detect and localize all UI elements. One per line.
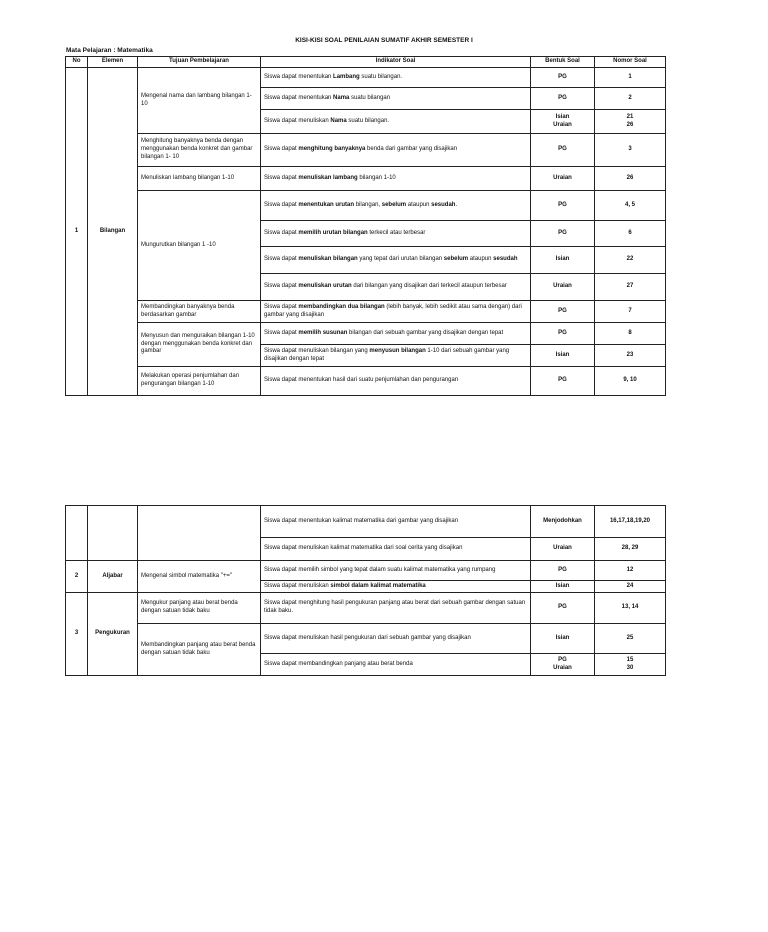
nomor-cell: 9, 10: [595, 367, 666, 396]
document-title: KISI-KISI SOAL PENILAIAN SUMATIF AKHIR SEMESTER I: [295, 37, 473, 44]
indikator-cell: Siswa dapat menentukan Lambang suatu bilangan.: [261, 68, 531, 88]
nomor-cell: 15 30: [595, 654, 666, 676]
tujuan-cell: Mengukur panjang atau berat benda dengan satuan tidak baku: [138, 593, 261, 624]
nomor-cell: 7: [595, 301, 666, 323]
indikator-cell: Siswa dapat memilih urutan bilangan terkecil atau terbesar: [261, 221, 531, 247]
nomor-cell: 1: [595, 68, 666, 88]
indikator-cell: Siswa dapat menuliskan lambang bilangan 1-10: [261, 167, 531, 191]
table-row: [66, 506, 666, 538]
table-row: [66, 68, 666, 88]
bentuk-cell: Isian: [531, 624, 595, 654]
indikator-cell: Siswa dapat menuliskan urutan dari bilangan yang disajikan dari terkecil ataupun terbesar: [261, 274, 531, 301]
bentuk-cell: PG: [531, 561, 595, 581]
table-row: [66, 561, 666, 581]
header-elemen: Elemen: [88, 57, 138, 68]
nomor-cell: 12: [595, 561, 666, 581]
section-elemen: Bilangan: [88, 68, 138, 396]
header-indikator: Indikator Soal: [261, 57, 531, 68]
nomor-cell: 24: [595, 581, 666, 593]
section-elemen: Aljabar: [88, 561, 138, 593]
tujuan-cell: Membandingkan banyaknya benda berdasarkan gambar: [138, 301, 261, 323]
bentuk-cell: Isian: [531, 247, 595, 274]
bentuk-cell: Isian: [531, 581, 595, 593]
nomor-cell: 4, 5: [595, 191, 666, 221]
empty-cell: [138, 506, 261, 561]
tujuan-cell: Membandingkan panjang atau berat benda dengan satuan tidak baku: [138, 624, 261, 676]
tujuan-cell: Menghitung banyaknya benda dengan menggunakan benda konkret dan gambar bilangan 1- 10: [138, 134, 261, 167]
indikator-cell: Siswa dapat menentukan hasil dari suatu penjumlahan dan pengurangan: [261, 367, 531, 396]
table-row: [66, 624, 666, 654]
tujuan-cell: Menuliskan lambang bilangan 1-10: [138, 167, 261, 191]
section-no: 1: [66, 68, 88, 396]
table-row: [66, 191, 666, 221]
indikator-cell: Siswa dapat menuliskan bilangan yang menyusun bilangan 1-10 dari sebuah gambar yang disajikan dengan tepat: [261, 345, 531, 367]
grid-table-2: [65, 505, 666, 676]
indikator-cell: Siswa dapat menuliskan bilangan yang tepat dari urutan bilangan sebelum ataupun sesudah: [261, 247, 531, 274]
nomor-cell: 3: [595, 134, 666, 167]
bentuk-cell: PG: [531, 593, 595, 624]
bentuk-cell: PG: [531, 134, 595, 167]
nomor-cell: 28, 29: [595, 538, 666, 561]
bentuk-cell: Uraian: [531, 274, 595, 301]
indikator-cell: Siswa dapat menuliskan hasil pengukuran dari sebuah gambar yang disajikan: [261, 624, 531, 654]
indikator-cell: Siswa dapat menuliskan Nama suatu bilangan.: [261, 110, 531, 134]
header-no: No: [66, 57, 88, 68]
nomor-cell: 8: [595, 323, 666, 345]
nomor-cell: 6: [595, 221, 666, 247]
tujuan-cell: Mengenal simbol matematika "+=": [138, 561, 261, 593]
bentuk-cell: PG: [531, 221, 595, 247]
bentuk-cell: PG: [531, 88, 595, 110]
bentuk-cell: PG: [531, 323, 595, 345]
tujuan-cell: Melakukan operasi penjumlahan dan pengurangan bilangan 1-10: [138, 367, 261, 396]
nomor-cell: 27: [595, 274, 666, 301]
indikator-cell: Siswa dapat menuliskan simbol dalam kalimat matematika: [261, 581, 531, 593]
indikator-cell: Siswa dapat menghitung banyaknya benda dari gambar yang disajikan: [261, 134, 531, 167]
table-row: [66, 134, 666, 167]
bentuk-cell: Isian: [531, 345, 595, 367]
bentuk-cell: Uraian: [531, 167, 595, 191]
nomor-cell: 2: [595, 88, 666, 110]
nomor-cell: 16,17,18,19,20: [595, 506, 666, 538]
bentuk-cell: PG: [531, 367, 595, 396]
indikator-cell: Siswa dapat menentukan Nama suatu bilangan: [261, 88, 531, 110]
nomor-cell: 25: [595, 624, 666, 654]
grid-table-1: [65, 56, 666, 396]
table-row: [66, 593, 666, 624]
bentuk-cell: Menjodohkan: [531, 506, 595, 538]
header-tujuan: Tujuan Pembelajaran: [138, 57, 261, 68]
table-row: [66, 323, 666, 345]
section-no: 2: [66, 561, 88, 593]
indikator-cell: Siswa dapat membandingkan dua bilangan (lebih banyak, lebih sedikit atau sama dengan) dari gambar yang disajikan: [261, 301, 531, 323]
indikator-cell: Siswa dapat memilih susunan bilangan dari sebuah gambar yang disajikan dengan tepat: [261, 323, 531, 345]
table-row: [66, 301, 666, 323]
indikator-cell: Siswa dapat memilih simbol yang tepat dalam suatu kalimat matematika yang rumpang: [261, 561, 531, 581]
section-no: 3: [66, 593, 88, 676]
table-row: [66, 367, 666, 396]
nomor-cell: 21 26: [595, 110, 666, 134]
bentuk-cell: Isian Uraian: [531, 110, 595, 134]
nomor-cell: 22: [595, 247, 666, 274]
indikator-cell: Siswa dapat menentukan urutan bilangan, sebelum ataupun sesudah.: [261, 191, 531, 221]
bentuk-cell: PG: [531, 301, 595, 323]
nomor-cell: 23: [595, 345, 666, 367]
table-row: [66, 167, 666, 191]
header-nomor: Nomor Soal: [595, 57, 666, 68]
empty-cell: [66, 506, 88, 561]
subject-label: Mata Pelajaran : Matematika: [66, 47, 153, 54]
indikator-cell: Siswa dapat membandingkan panjang atau berat benda: [261, 654, 531, 676]
header-row: [66, 57, 666, 68]
tujuan-cell: Mungurutkan bilangan 1 -10: [138, 191, 261, 301]
indikator-cell: Siswa dapat menuliskan kalimat matematika dari soal cerita yang disajikan: [261, 538, 531, 561]
header-bentuk: Bentuk Soal: [531, 57, 595, 68]
bentuk-cell: PG: [531, 68, 595, 88]
nomor-cell: 13, 14: [595, 593, 666, 624]
tujuan-cell: Menyusun dan menguraikan bilangan 1-10 dengan menggunakan benda konkret dan gambar: [138, 323, 261, 367]
empty-cell: [88, 506, 138, 561]
indikator-cell: Siswa dapat menentukan kalimat matematika dari gambar yang disajikan: [261, 506, 531, 538]
indikator-cell: Siswa dapat menghitung hasil pengukuran panjang atau berat dari sebuah gambar dengan satuan tidak baku.: [261, 593, 531, 624]
bentuk-cell: Uraian: [531, 538, 595, 561]
section-elemen: Pengukuran: [88, 593, 138, 676]
nomor-cell: 26: [595, 167, 666, 191]
bentuk-cell: PG: [531, 191, 595, 221]
tujuan-cell: Mengenal nama dan lambang bilangan 1-10: [138, 68, 261, 134]
bentuk-cell: PG Uraian: [531, 654, 595, 676]
